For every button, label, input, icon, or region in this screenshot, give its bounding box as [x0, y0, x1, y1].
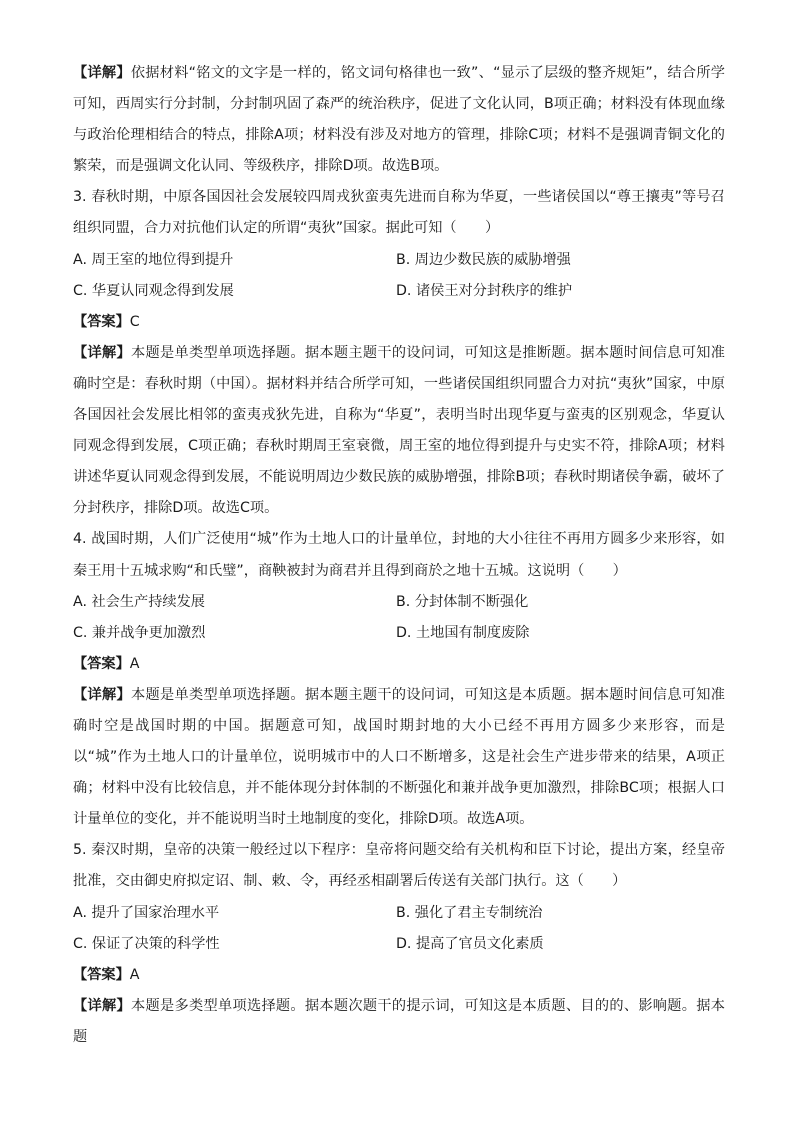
option-c: C. 华夏认同观念得到发展 [73, 282, 234, 299]
options-row [73, 276, 725, 307]
detail-label: 【详解】 [73, 344, 131, 361]
option-a: A. 周王室的地位得到提升 [73, 251, 234, 268]
answer-value: A [129, 966, 140, 983]
options-row [73, 587, 725, 618]
option-c: C. 保证了决策的科学性 [73, 935, 220, 952]
options-row [73, 245, 725, 276]
answer-value: C [129, 313, 140, 330]
detail-text: 依据材料“铭文的文字是一样的，铭文词句格律也一致”、“显示了层级的整齐规矩”，结合所学可知，西周实行分封制，分封制巩固了森严的统治秩序，促进了文化认同，B项正确；材料没有体现血缘与政治伦理相结合的特点，排除A项；材料没有涉及对地方的管理，排除C项；材料不是强调青铜文化的繁荣，而是强调文化认同、等级秩序，排除D项。故选B项。 [73, 65, 725, 175]
question-stem: 5. 秦汉时期，皇帝的决策一般经过以下程序：皇帝将问题交给有关机构和臣下讨论，提出方案，经皇帝批准，交由御史府拟定诏、制、敕、令，再经丞相副署后传送有关部门执行。这（ ） [73, 842, 725, 890]
option-c: C. 兼并战争更加激烈 [73, 624, 206, 641]
detail-label: 【详解】 [73, 997, 131, 1014]
answer-label: 【答案】 [73, 655, 130, 672]
question-stem: 4. 战国时期，人们广泛使用“城”作为土地人口的计量单位，封地的大小往往不再用方圆多少来形容，如秦王用十五城求购“和氏璧”，商鞅被封为商君并且得到商於之地十五城。这说明（ ） [73, 531, 725, 579]
option-d: D. 诸侯王对分封秩序的维护 [396, 282, 573, 299]
answer-line [73, 649, 725, 680]
option-b: B. 周边少数民族的威胁增强 [396, 251, 571, 268]
options-row [73, 929, 725, 960]
answer-line [73, 307, 725, 338]
answer-line [73, 960, 725, 991]
detail-paragraph-q2 [73, 58, 725, 182]
detail-paragraph [73, 680, 725, 835]
question-block [73, 182, 725, 524]
option-b: B. 强化了君主专制统治 [396, 904, 543, 921]
question-stem: 3. 春秋时期，中原各国因社会发展较四周戎狄蛮夷先进而自称为华夏，一些诸侯国以“尊王攘夷”等号召组织同盟，合力对抗他们认定的所谓“夷狄”国家。据此可知（ ） [73, 189, 725, 237]
detail-text: 本题是单类型单项选择题。据本题主题干的设问词，可知这是本质题。据本题时间信息可知准确时空是战国时期的中国。据题意可知，战国时期封地的大小已经不再用方圆多少来形容，而是以“城”作为土地人口的计量单位，说明城市中的人口不断增多，这是社会生产进步带来的结果，A项正确；材料中没有比较信息，并不能体现分封体制的不断强化和兼并战争更加激烈，排除BC项；根据人口计量单位的变化，并不能说明当时土地制度的变化，排除D项。故选A项。 [73, 686, 725, 828]
option-d: D. 提高了官员文化素质 [396, 935, 544, 952]
option-b: B. 分封体制不断强化 [396, 593, 529, 610]
options-row [73, 618, 725, 649]
question-block [73, 835, 725, 1053]
answer-label: 【答案】 [73, 966, 130, 983]
detail-label: 【详解】 [73, 686, 131, 703]
answer-label: 【答案】 [73, 313, 130, 330]
detail-text: 本题是多类型单项选择题。据本题次题干的提示词，可知这是本质题、目的的、影响题。据本题 [73, 997, 725, 1045]
detail-text: 本题是单类型单项选择题。据本题主题干的设问词，可知这是推断题。据本题时间信息可知准确时空是：春秋时期（中国）。据材料并结合所学可知，一些诸侯国组织同盟合力对抗“夷狄”国家，中原各国因社会发展比相邻的蛮夷戎狄先进，自称为“华夏”，表明当时出现华夏与蛮夷的区别观念，华夏认同观念得到发展，C项正确；春秋时期周王室衰微，周王室的地位得到提升与史实不符，排除A项；材料讲述华夏认同观念得到发展，不能说明周边少数民族的威胁增强，排除B项；春秋时期诸侯争霸，破坏了分封秩序，排除D项。故选C项。 [73, 344, 725, 517]
option-d: D. 土地国有制度废除 [396, 624, 530, 641]
detail-label: 【详解】 [73, 65, 131, 81]
answer-value: A [129, 655, 140, 672]
detail-paragraph [73, 338, 725, 525]
detail-paragraph [73, 991, 725, 1053]
option-a: A. 社会生产持续发展 [73, 593, 205, 610]
options-row [73, 898, 725, 929]
document-page [73, 58, 725, 1053]
option-a: A. 提升了国家治理水平 [73, 904, 220, 921]
question-block [73, 524, 725, 835]
